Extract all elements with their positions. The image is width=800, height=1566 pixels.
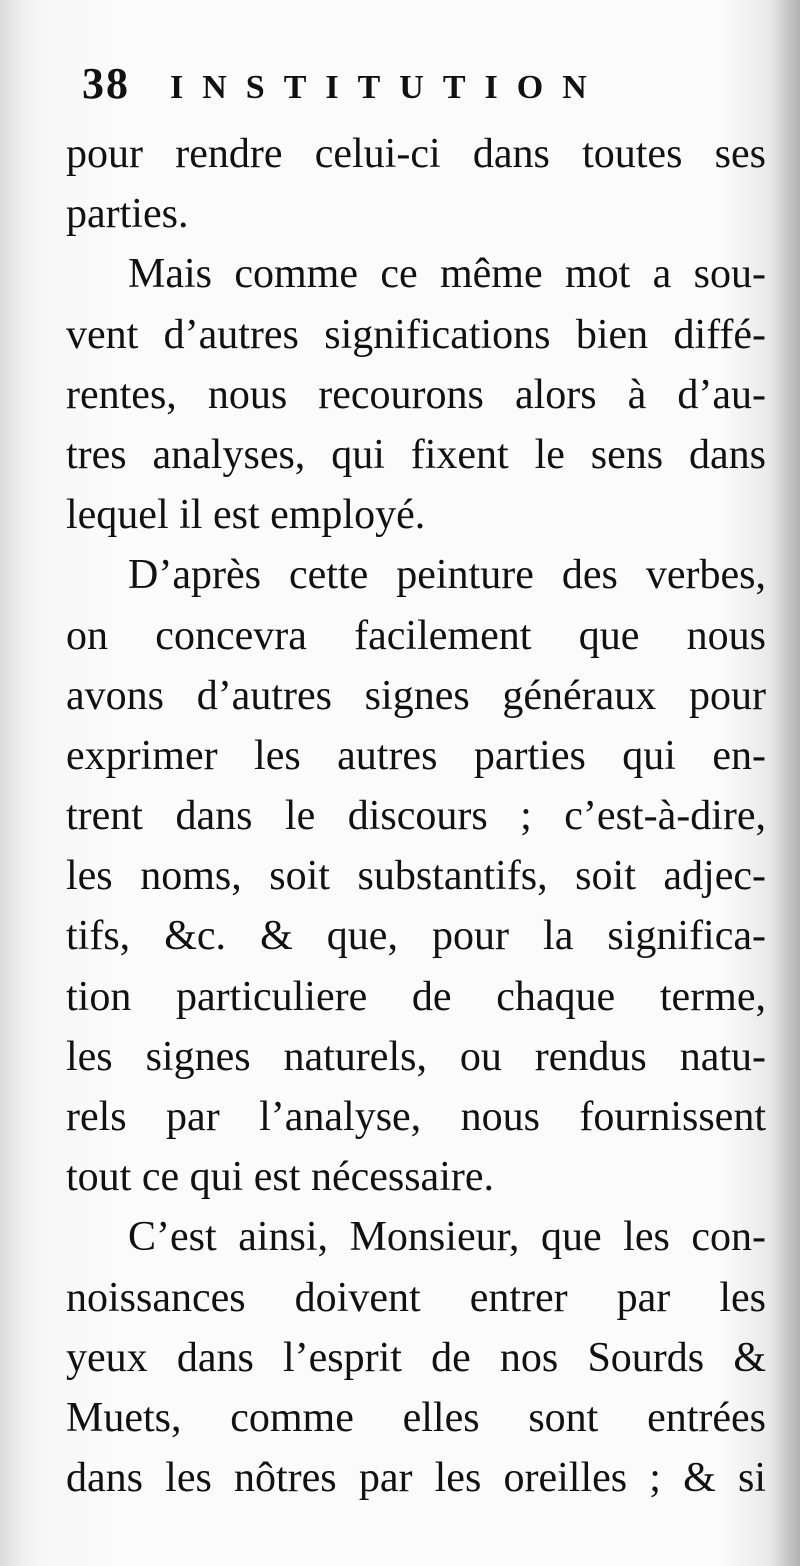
text-line: Muets, comme elles sont entrées (66, 1394, 766, 1441)
text-line: D’après cette peinture des verbes, (128, 552, 766, 599)
text-line: on concevra facilement que nous (66, 612, 766, 659)
text-line: vent d’autres significations bien diffé- (66, 311, 766, 358)
text-line: noissances doivent entrer par les (66, 1274, 766, 1321)
text-line: tout ce qui est nécessaire. (66, 1154, 494, 1201)
running-title: INSTITUTION (170, 69, 606, 106)
page-edge-shadow (770, 0, 800, 1566)
text-line: yeux dans l’esprit de nos Sourds & (66, 1334, 766, 1381)
text-line: avons d’autres signes généraux pour (66, 672, 766, 719)
page-number: 38 (82, 59, 130, 108)
text-line: tres analyses, qui fixent le sens dans (66, 431, 766, 478)
text-line: les noms, soit substantifs, soit adjec- (66, 853, 766, 900)
text-line: exprimer les autres parties qui en- (66, 732, 766, 779)
text-line: parties. (66, 191, 189, 238)
text-line: trent dans le discours ; c’est-à-dire, (66, 793, 766, 840)
text-line: dans les nôtres par les oreilles ; & si (66, 1455, 766, 1502)
text-line: tifs, &c. & que, pour la significa- (66, 913, 766, 960)
body-text (66, 124, 766, 1508)
text-line: lequel il est employé. (66, 492, 426, 539)
text-line: rels par l’analyse, nous fournissent (66, 1094, 766, 1140)
text-line: C’est ainsi, Monsieur, que les con- (128, 1214, 766, 1261)
page-header (82, 58, 732, 110)
text-line: tion particuliere de chaque terme, (66, 973, 766, 1020)
text-line: rentes, nous recourons alors à d’au- (66, 371, 766, 418)
text-line: Mais comme ce même mot a sou- (128, 251, 766, 298)
page-gutter-shadow (0, 0, 24, 1566)
text-line: les signes naturels, ou rendus natu- (66, 1033, 766, 1080)
text-line: pour rendre celui-ci dans toutes ses (66, 131, 766, 177)
